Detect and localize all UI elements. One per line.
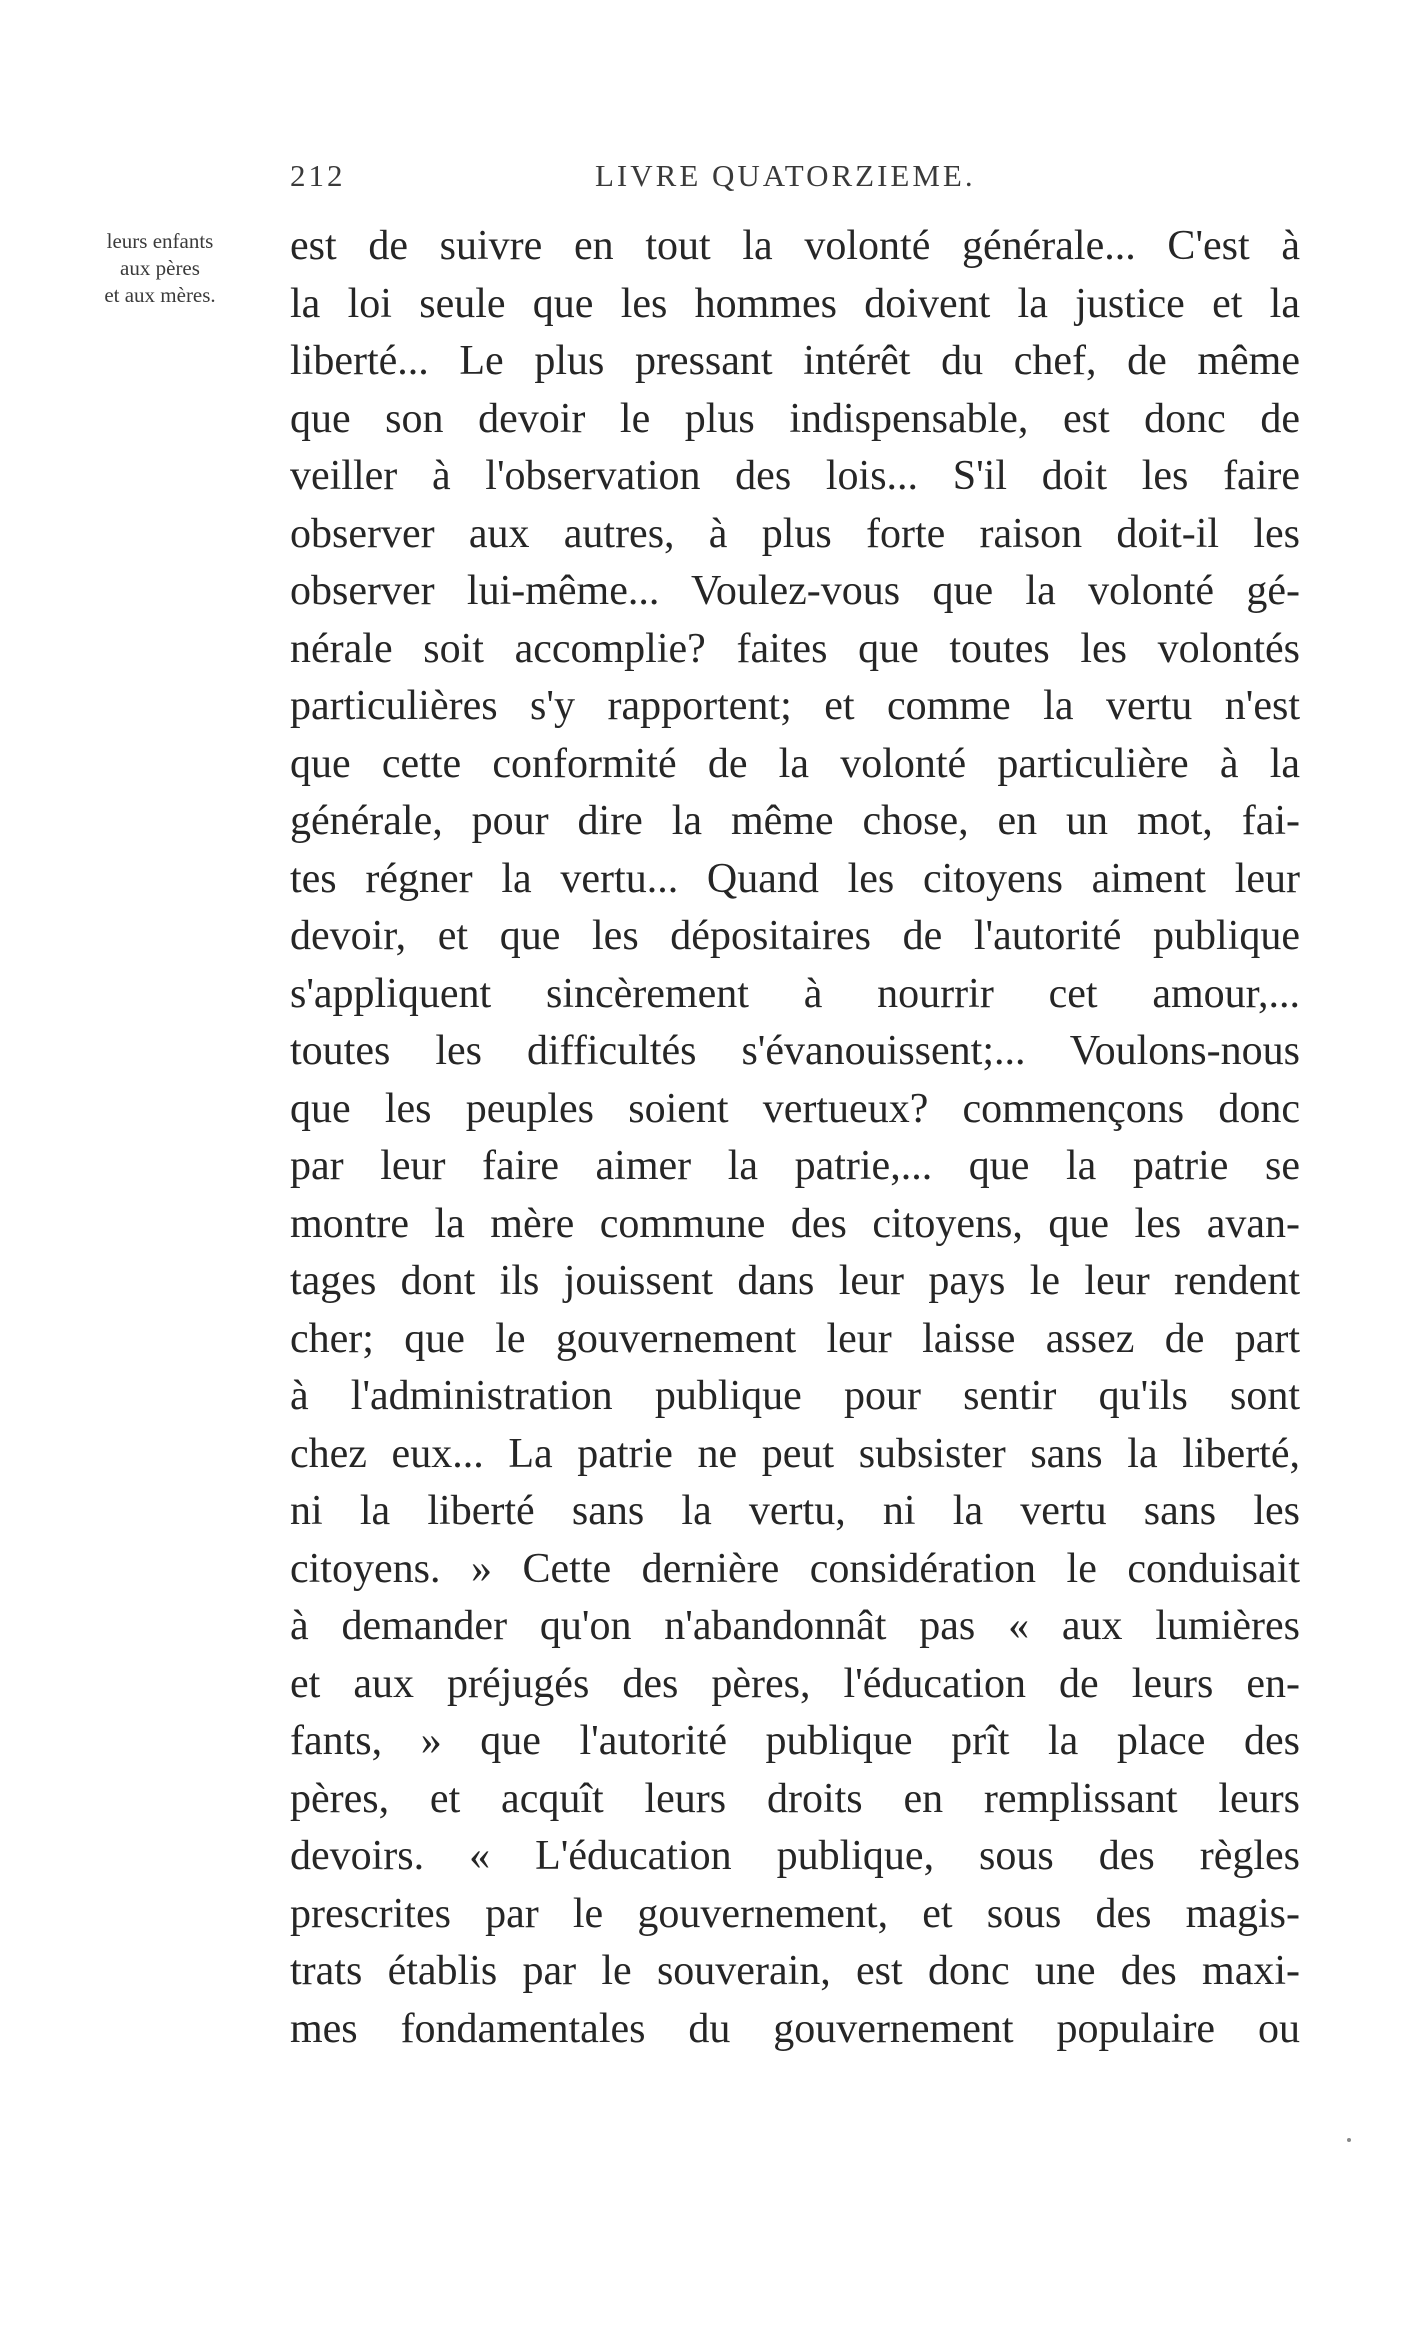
text-line: devoir, et que les dépositaires de l'autorité publique [290, 913, 1300, 959]
margin-note-line: leurs enfants [106, 229, 214, 253]
text-line: mes fondamentales du gouvernement populaire ou [290, 2005, 1300, 2052]
print-speck [1347, 2138, 1351, 2142]
text-line: la loi seule que les hommes doivent la justice et la [290, 280, 1300, 327]
text-line: à demander qu'on n'abandonnât pas « aux lumières [290, 1603, 1300, 1649]
text-line: pères, et acquît leurs droits en remplissant leurs [290, 1775, 1300, 1822]
text-line: prescrites par le gouvernement, et sous des magis- [290, 1890, 1300, 1937]
text-line: liberté... Le plus pressant intérêt du chef, de même [290, 338, 1300, 384]
text-line: à l'administration publique pour sentir qu'ils sont [290, 1373, 1300, 1419]
text-line: que les peuples soient vertueux? commençons donc [290, 1085, 1300, 1132]
margin-note-line: aux pères [120, 256, 200, 280]
text-line: cher; que le gouvernement leur laisse assez de part [290, 1315, 1300, 1362]
running-head [290, 158, 990, 198]
text-line: observer aux autres, à plus forte raison doit-il les [290, 510, 1300, 557]
text-line: veiller à l'observation des lois... S'il doit les faire [290, 453, 1300, 499]
text-line: particulières s'y rapportent; et comme la vertu n'est [290, 683, 1300, 729]
margin-note-line: et aux mères. [104, 283, 216, 307]
text-line: générale, pour dire la même chose, en un mot, fai- [290, 798, 1300, 844]
page-number: 212 [290, 158, 346, 193]
body-text [290, 218, 1300, 2058]
text-line: et aux préjugés des pères, l'éducation de leurs en- [290, 1660, 1300, 1707]
text-line: citoyens. » Cette dernière considération le conduisait [290, 1545, 1300, 1592]
text-line: tages dont ils jouissent dans leur pays le leur rendent [290, 1258, 1300, 1304]
margin-note [40, 228, 280, 309]
text-line: trats établis par le souverain, est donc une des maxi- [290, 1948, 1300, 1994]
text-line: que son devoir le plus indispensable, est donc de [290, 395, 1300, 442]
text-line: devoirs. « L'éducation publique, sous des règles [290, 1833, 1300, 1879]
text-line: observer lui-même... Voulez-vous que la volonté gé- [290, 568, 1300, 614]
text-line: fants, » que l'autorité publique prît la place des [290, 1718, 1300, 1764]
text-line: s'appliquent sincèrement à nourrir cet amour,... [290, 970, 1300, 1017]
text-line: toutes les difficultés s'évanouissent;... Voulons-nous [290, 1028, 1300, 1074]
text-line: chez eux... La patrie ne peut subsister sans la liberté, [290, 1430, 1300, 1477]
text-line: ni la liberté sans la vertu, ni la vertu sans les [290, 1488, 1300, 1534]
text-line: tes régner la vertu... Quand les citoyens aiment leur [290, 855, 1300, 902]
text-line: par leur faire aimer la patrie,... que la patrie se [290, 1143, 1300, 1189]
text-line: que cette conformité de la volonté particulière à la [290, 740, 1300, 787]
text-line: est de suivre en tout la volonté générale... C'est à [290, 223, 1300, 269]
book-title: LIVRE QUATORZIEME. [595, 158, 976, 193]
text-line: montre la mère commune des citoyens, que les avan- [290, 1200, 1300, 1247]
text-line: nérale soit accomplie? faites que toutes les volontés [290, 625, 1300, 672]
